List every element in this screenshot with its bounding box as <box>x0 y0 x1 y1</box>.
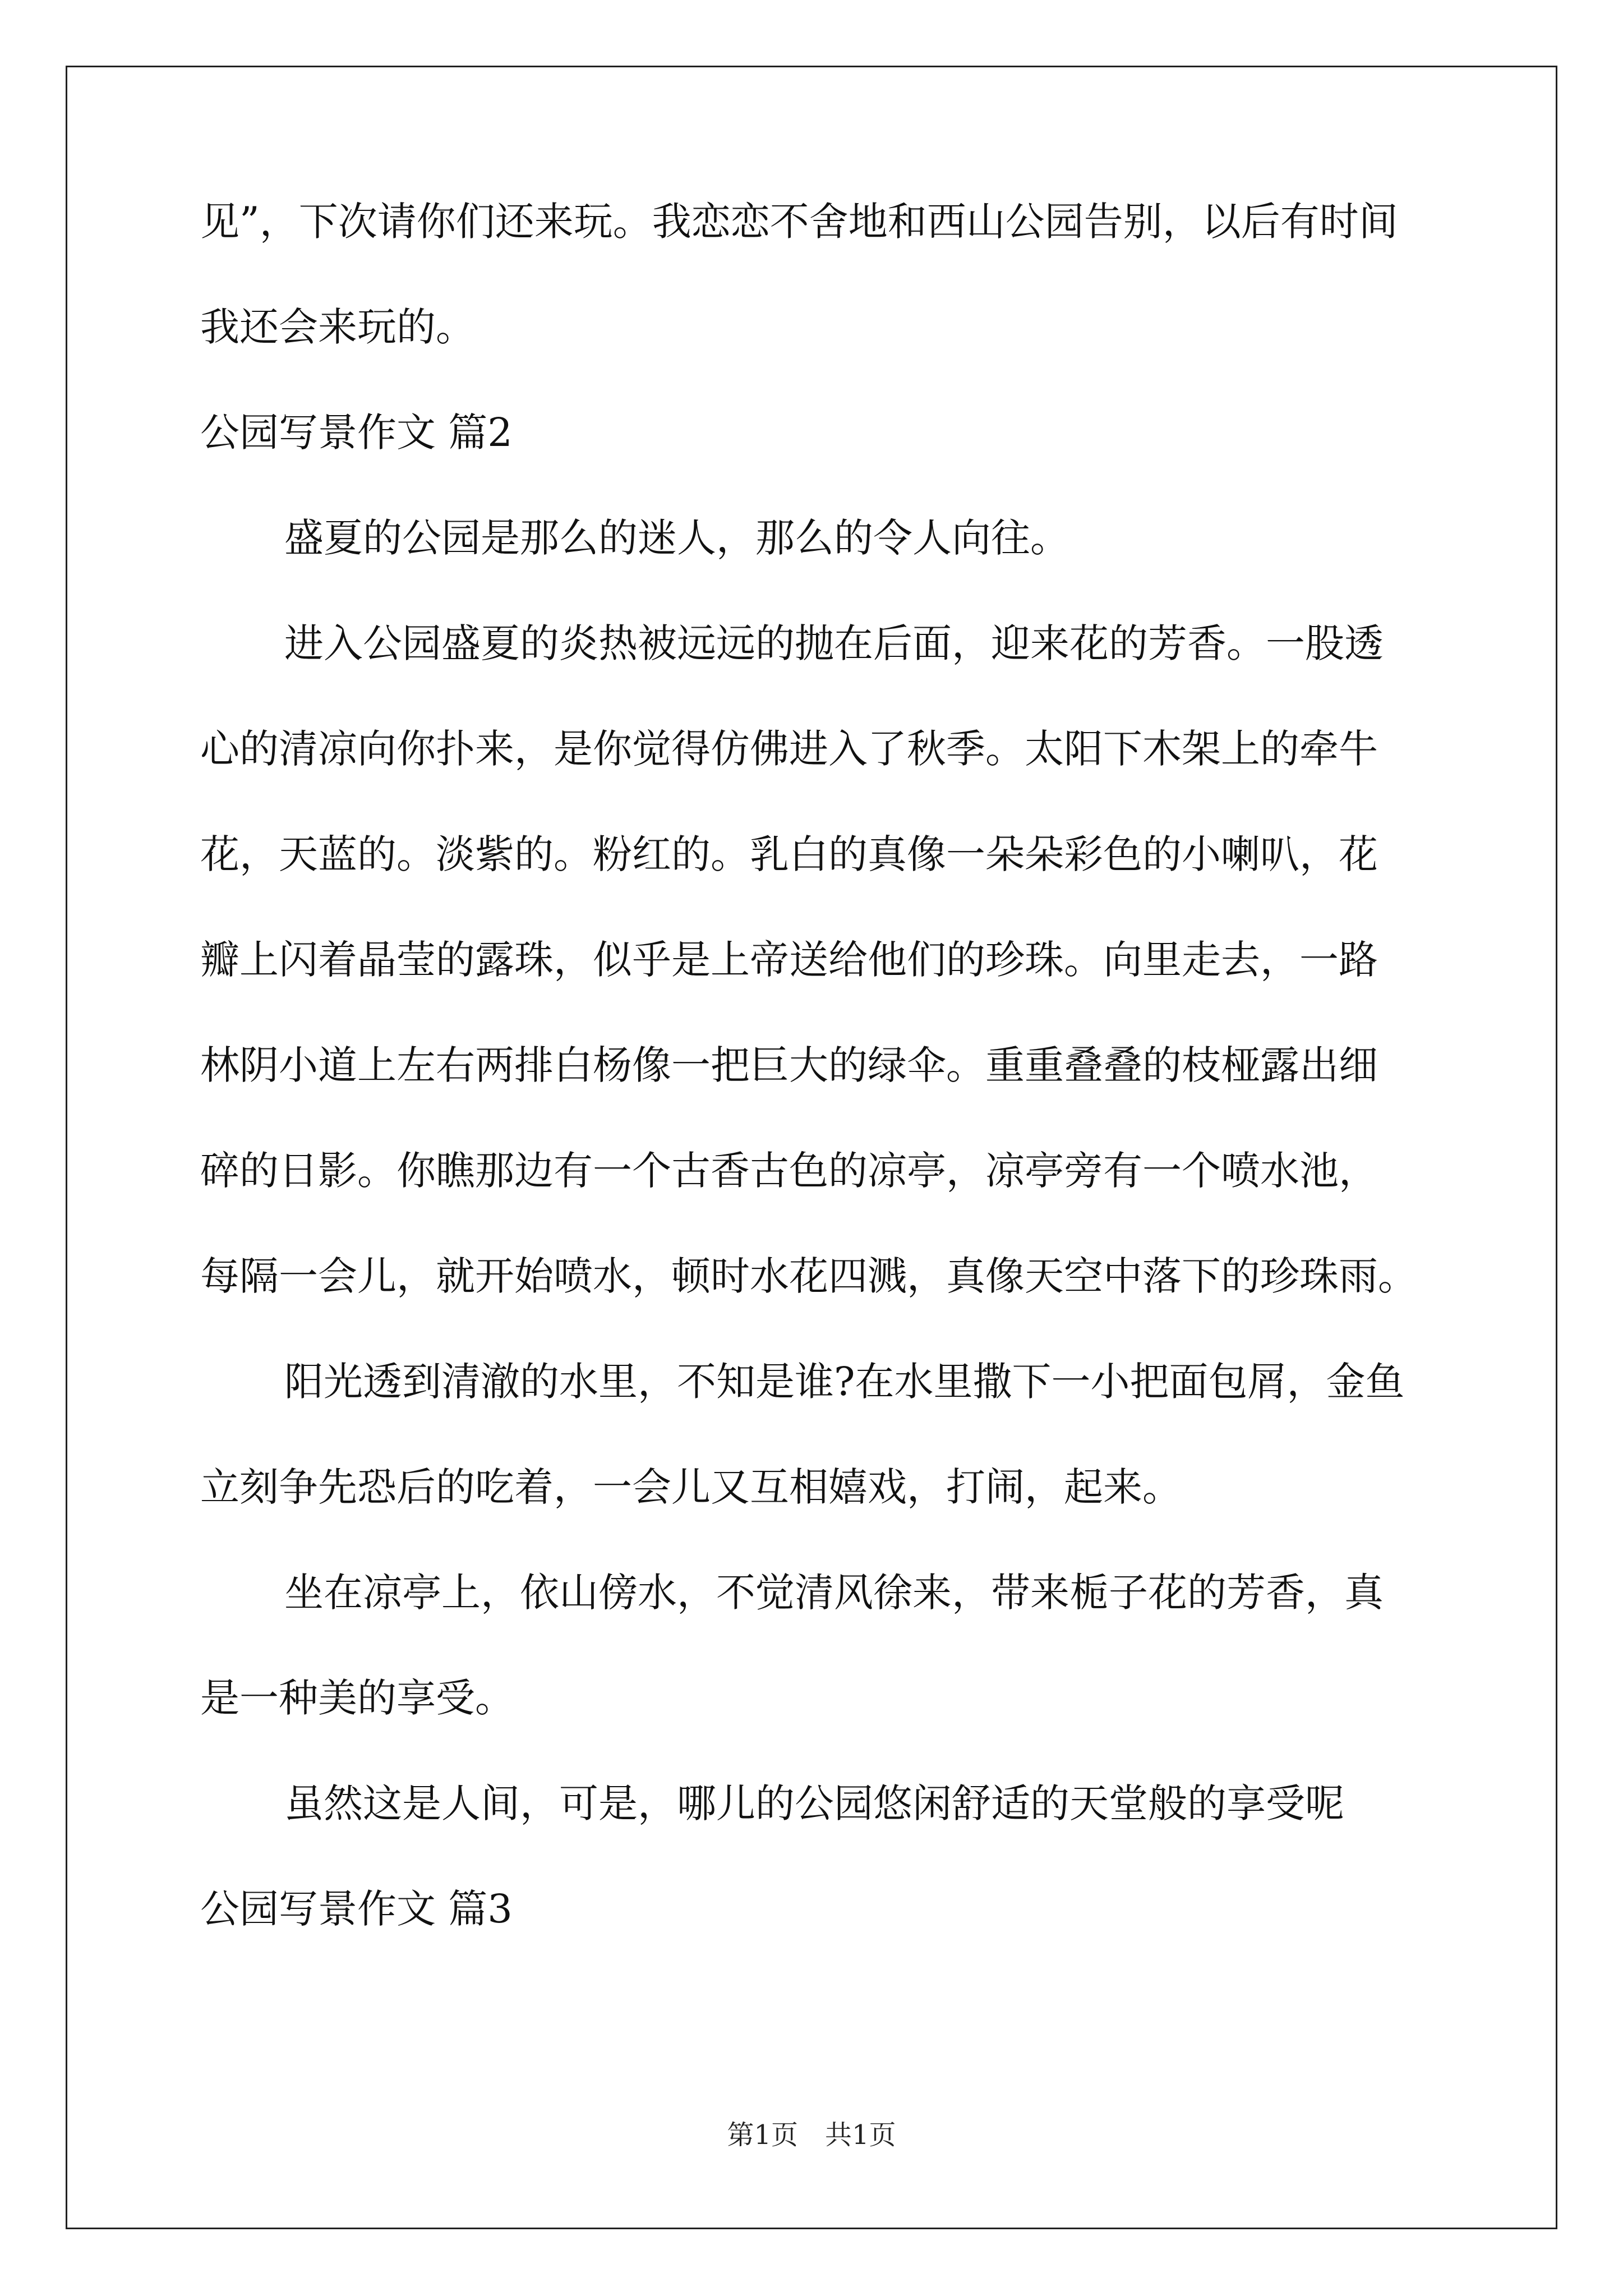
page-footer: 第1页 共1页 <box>727 2119 896 2151</box>
text-line: 坐在凉亭上，依山傍水，不觉清风徐来，带来栀子花的芳香，真 <box>284 1570 1384 1616</box>
text-line: 瓣上闪着晶莹的露珠，似乎是上帝送给他们的珍珠。向里走去，一路 <box>200 937 1378 983</box>
text-line: 立刻争先恐后的吃着，一会儿又互相嬉戏，打闹，起来。 <box>200 1464 1182 1510</box>
text-line: 虽然这是人间，可是，哪儿的公园悠闲舒适的天堂般的享受呢 <box>284 1780 1344 1826</box>
text-line: 花，天蓝的。淡紫的。粉红的。乳白的真像一朵朵彩色的小喇叭，花 <box>200 831 1378 877</box>
text-line: 碎的日影。你瞧那边有一个古香古色的凉亭，凉亭旁有一个喷水池， <box>200 1148 1378 1194</box>
section-heading: 公园写景作文 篇3 <box>200 1886 513 1932</box>
text-line: 是一种美的享受。 <box>200 1675 514 1721</box>
text-line: 盛夏的公园是那么的迷人，那么的令人向往。 <box>284 515 1069 561</box>
text-line: 我还会来玩的。 <box>200 304 475 350</box>
text-line: 每隔一会儿，就开始喷水，顿时水花四溅，真像天空中落下的珍珠雨。 <box>200 1253 1417 1299</box>
text-line: 林阴小道上左右两排白杨像一把巨大的绿伞。重重叠叠的枝桠露出细 <box>200 1042 1378 1088</box>
text-line: 进入公园盛夏的炎热被远远的抛在后面，迎来花的芳香。一股透 <box>284 620 1384 666</box>
section-heading: 公园写景作文 篇2 <box>200 409 513 455</box>
text-line: 阳光透到清澈的水里，不知是谁?在水里撒下一小把面包屑，金鱼 <box>284 1359 1405 1405</box>
document-body <box>200 199 1434 1995</box>
text-line: 心的清凉向你扑来，是你觉得仿佛进入了秋季。太阳下木架上的牵牛 <box>200 726 1378 772</box>
text-line: 见”，下次请你们还来玩。我恋恋不舍地和西山公园告别，以后有时间 <box>200 199 1398 245</box>
